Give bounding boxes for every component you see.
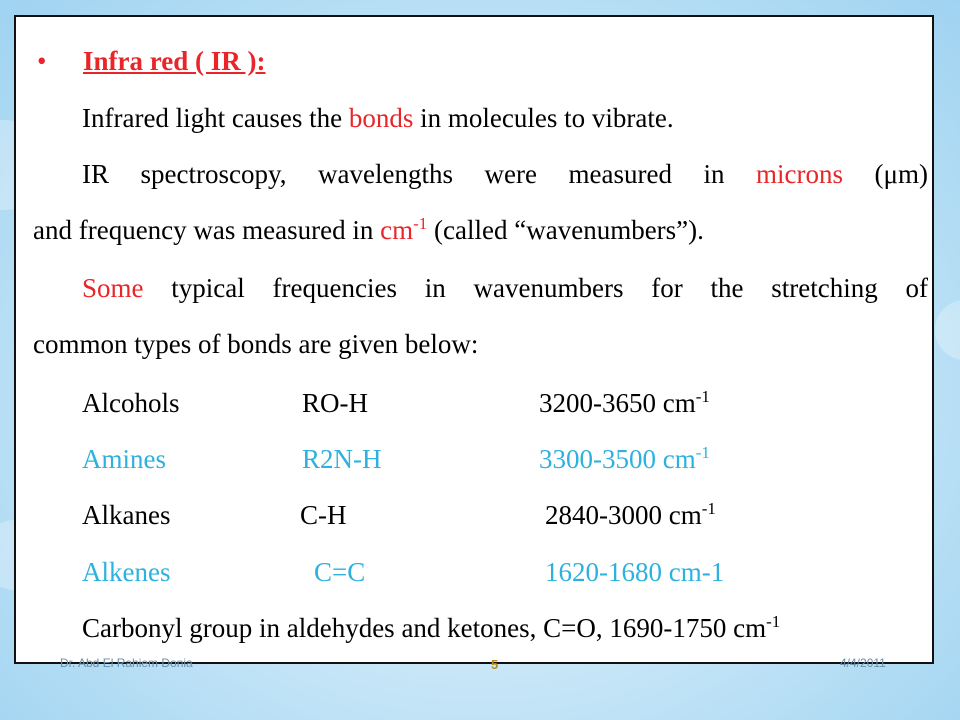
row-bond-amines: R2N-H xyxy=(302,444,382,474)
row-name-alcohols: Alcohols xyxy=(82,388,180,418)
text-segment: (called “wavenumbers”). xyxy=(427,215,704,245)
row-bond-alkanes: C-H xyxy=(300,500,347,530)
line-typical-frequencies xyxy=(82,275,928,302)
text-segment: IR spectroscopy, wavelengths were measured in xyxy=(82,159,757,189)
line-common-types: common types of bonds are given below: xyxy=(33,329,479,359)
content-frame xyxy=(14,15,934,664)
text-segment: in molecules to vibrate. xyxy=(413,103,674,133)
line-carbonyl: Carbonyl group in aldehydes and ketones, C=O, 1690-1750 $cm^{-1}$ xyxy=(82,612,781,643)
footer-author: Dr. Abd El Rahiem Donia xyxy=(60,656,193,670)
footer-date: 4/4/2011 xyxy=(840,656,886,670)
bullet-marker: • xyxy=(37,46,47,76)
row-freq-alkenes: 1620-1680 cm-1 xyxy=(545,557,725,587)
highlight-cm: $cm^{-1}$ xyxy=(380,214,428,245)
text-segment: Infrared light causes the xyxy=(82,103,349,133)
row-name-alkenes: Alkenes xyxy=(82,557,171,587)
text-segment: and frequency was measured in xyxy=(33,215,381,245)
highlight-microns: microns xyxy=(756,159,844,189)
page-number: 5 xyxy=(491,657,499,672)
highlight-some: Some xyxy=(82,273,144,303)
background-bokeh xyxy=(935,300,960,360)
line-ir-spectroscopy xyxy=(82,161,928,188)
slide-heading: Infra red ( IR ): xyxy=(83,46,266,76)
text-segment: (μm) xyxy=(843,159,929,189)
highlight-bonds: bonds xyxy=(348,103,414,133)
line-infrared-light xyxy=(82,105,674,132)
row-name-amines: Amines xyxy=(82,444,166,474)
row-name-alkanes: Alkanes xyxy=(82,500,171,530)
text-segment: typical frequencies in wavenumbers for the stretching of xyxy=(143,273,928,303)
row-freq-amines: 3300-3500 $cm^{-1}$ xyxy=(539,443,710,474)
row-bond-alkenes: C=C xyxy=(314,557,366,587)
line-frequency xyxy=(33,214,704,245)
row-freq-alcohols: 3200-3650 $cm^{-1}$ xyxy=(539,387,710,418)
row-freq-alkanes: 2840-3000 $cm^{-1}$ xyxy=(545,499,716,530)
row-bond-alcohols: RO-H xyxy=(302,388,368,418)
